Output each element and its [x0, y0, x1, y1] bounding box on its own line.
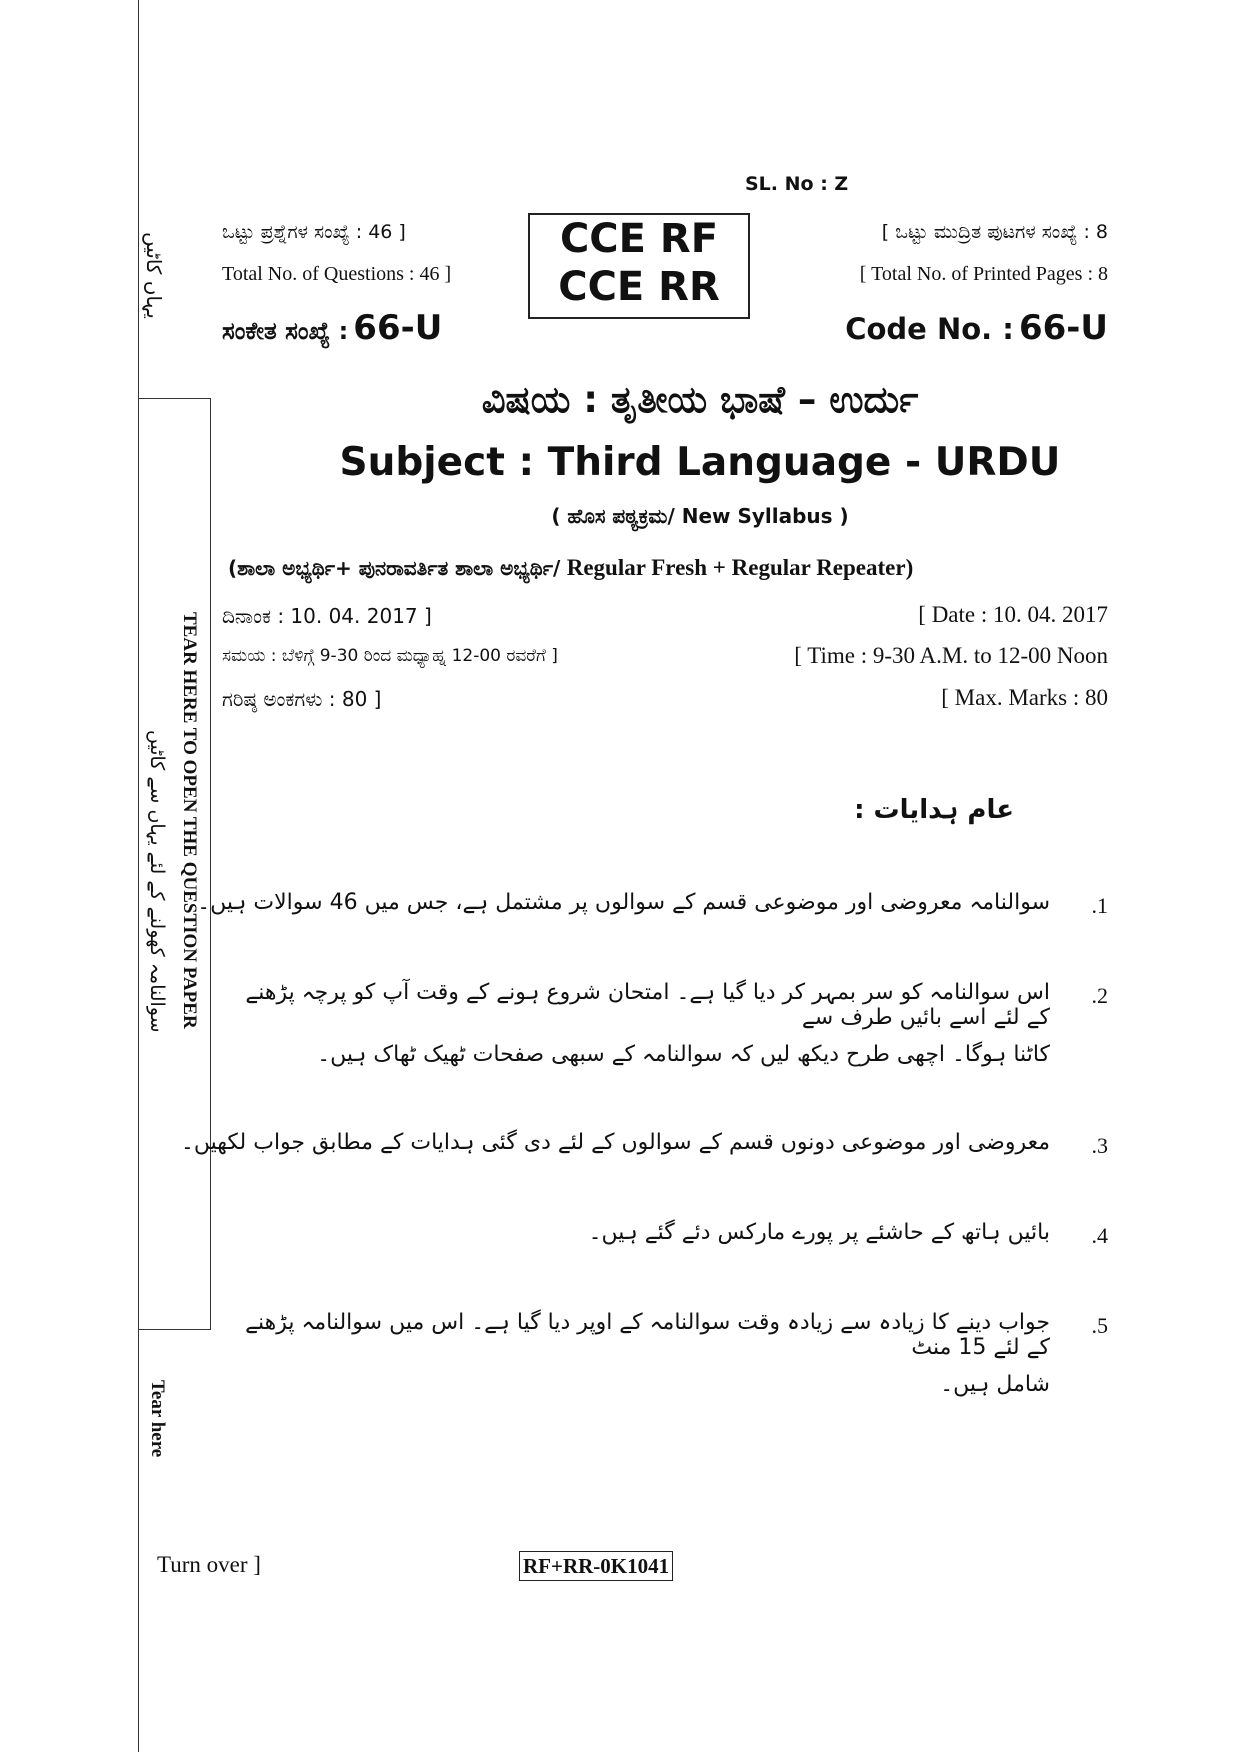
- exam-code-line-2: CCE RR: [558, 264, 720, 310]
- instruction-5-line-2: شامل ہیں۔: [940, 1372, 1050, 1397]
- kn-total-pages: [ ಒಟ್ಟು ಮುದ್ರಿತ ಪುಟಗಳ ಸಂಖ್ಯೆ : 8: [881, 221, 1108, 243]
- instruction-3: معروضی اور موضوعی دونوں قسم کے سوالوں کے لئے دی گئی ہدایات کے مطابق جواب لکھیں۔: [180, 1130, 1050, 1155]
- instruction-number: .4: [1091, 1223, 1108, 1248]
- instruction-1: سوالنامہ معروضی اور موضوعی قسم کے سوالوں پر مشتمل ہے، جس میں 46 سوالات ہیں۔: [197, 890, 1050, 915]
- tear-instruction-en[interactable]: TEAR HERE TO OPEN THE QUESTION PAPER: [179, 612, 200, 1029]
- en-total-questions: Total No. of Questions : 46 ]: [222, 263, 452, 285]
- instruction-5-line-1: جواب دینے کا زیادہ سے زیادہ وقت سوالنامہ کے اوپر دیا گیا ہے۔ اس میں سوالنامہ پڑھنے کے لئے 15 منٹ: [245, 1310, 1050, 1360]
- en-time: [ Time : 9-30 A.M. to 12-00 Noon: [794, 643, 1108, 668]
- tear-instruction-urdu: سوالنامہ کھولنے کے لئے یہاں سے کاٹیں: [146, 730, 168, 1033]
- instructions-heading: عام ہدایات :: [854, 795, 1014, 825]
- kn-time: ಸಮಯ : ಬೆಳಿಗ್ಗೆ 9-30 ರಿಂದ ಮಧ್ಯಾಹ್ನ 12-00 ರವರೆಗೆ ]: [222, 646, 558, 666]
- serial-number: SL. No : Z: [745, 173, 849, 195]
- kn-code-value: 66-U: [353, 308, 443, 348]
- exam-code-line-1: CCE RF: [559, 216, 719, 262]
- exam-code-box: [528, 213, 750, 319]
- syllabus-label: ( ಹೊಸ ಪಠ್ಯಕ್ರಮ/ New Syllabus ): [551, 504, 849, 528]
- turn-over: Turn over ]: [157, 1552, 261, 1577]
- kn-code-number: [222, 308, 442, 348]
- en-total-pages: [ Total No. of Printed Pages : 8: [859, 263, 1108, 285]
- margin-urdu-top: یہاں کاٹیں: [142, 232, 166, 319]
- instruction-number: .1: [1091, 893, 1108, 918]
- en-code-number: [845, 308, 1108, 348]
- instruction-number: .2: [1091, 983, 1108, 1008]
- en-code-value: 66-U: [1018, 308, 1108, 348]
- instruction-number: .5: [1091, 1313, 1108, 1338]
- instruction-2-line-2: کاٹنا ہوگا۔ اچھی طرح دیکھ لیں کہ سوالنامہ کے سبھی صفحات ٹھیک ٹھاک ہیں۔: [317, 1042, 1050, 1067]
- candidate-type: [228, 555, 913, 581]
- instruction-4: بائیں ہاتھ کے حاشئے پر پورے مارکس دئے گئے ہیں۔: [588, 1220, 1050, 1245]
- kn-max-marks: ಗರಿಷ್ಠ ಅಂಕಗಳು : 80 ]: [222, 687, 382, 711]
- instruction-2-line-1: اس سوالنامہ کو سر بمہر کر دیا گیا ہے۔ امتحان شروع ہونے کے وقت آپ کو پرچہ پڑھنے کے لئے اسے بائیں طرف سے: [245, 980, 1050, 1030]
- en-max-marks: [ Max. Marks : 80: [941, 685, 1108, 710]
- candidate-type-en: Regular Fresh + Regular Repeater): [566, 555, 914, 580]
- en-code-label: Code No. :: [845, 312, 1014, 346]
- candidate-type-kn: (ಶಾಲಾ ಅಭ್ಯರ್ಥಿ+ ಪುನರಾವರ್ತಿತ ಶಾಲಾ ಅಭ್ಯರ್ಥಿ/: [228, 556, 561, 580]
- kn-code-label: ಸಂಕೇತ ಸಂಖ್ಯೆ :: [222, 317, 349, 345]
- paper-code: RF+RR-0K1041: [519, 1551, 673, 1581]
- instruction-number: .3: [1091, 1133, 1108, 1158]
- tear-here-label[interactable]: Tear here: [147, 1380, 168, 1458]
- en-date: [ Date : 10. 04. 2017: [918, 602, 1108, 627]
- subject-kannada: ವಿಷಯ : ತೃತೀಯ ಭಾಷೆ – ಉರ್ದು: [481, 378, 919, 421]
- kn-date: ದಿನಾಂಕ : 10. 04. 2017 ]: [222, 604, 432, 628]
- subject-english: Subject : Third Language - URDU: [339, 440, 1061, 485]
- kn-total-questions: ಒಟ್ಟು ಪ್ರಶ್ನೆಗಳ ಸಂಖ್ಯೆ : 46 ]: [222, 221, 406, 243]
